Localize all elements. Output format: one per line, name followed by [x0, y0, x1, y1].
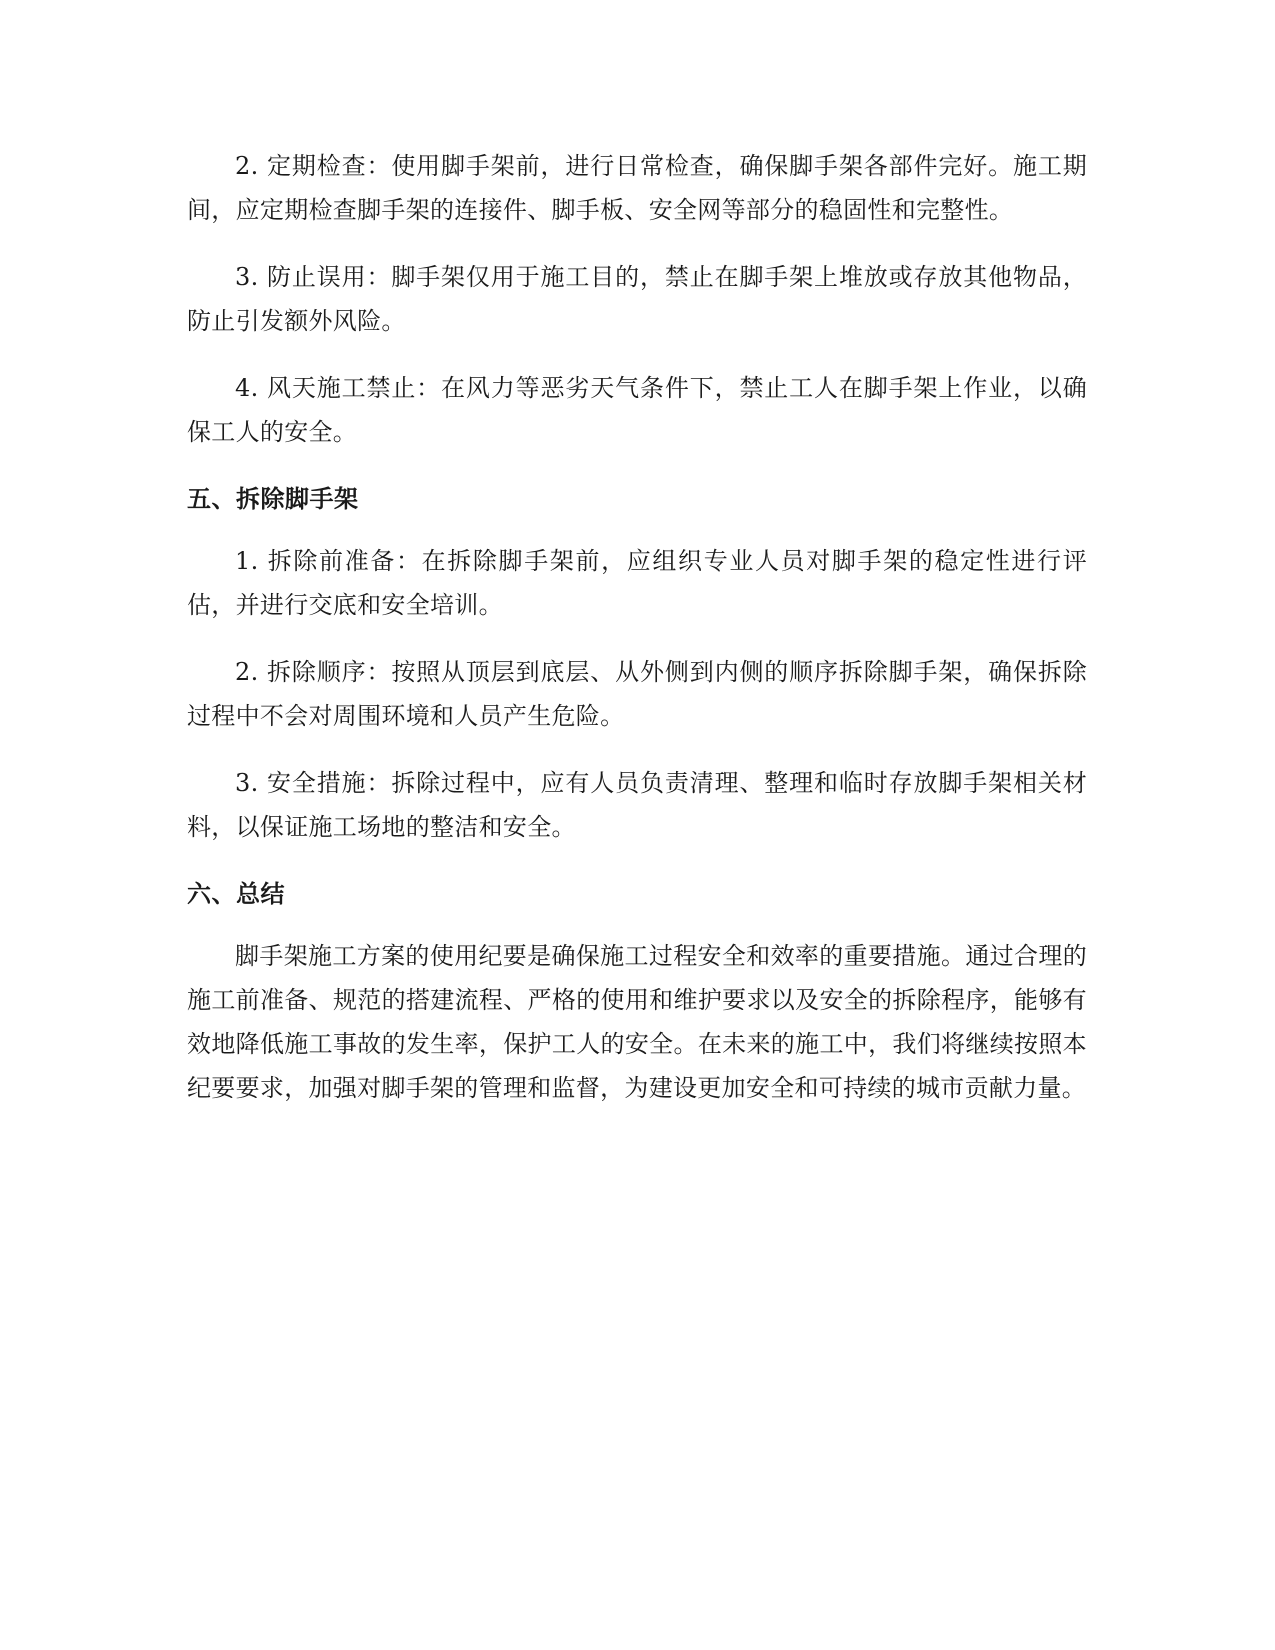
section-heading-summary: 六、总结	[187, 880, 285, 908]
section-heading-dismantle: 五、拆除脚手架	[187, 485, 359, 513]
summary-paragraph: 脚手架施工方案的使用纪要是确保施工过程安全和效率的重要措施。通过合理的施工前准备、规范的搭建流程、严格的使用和维护要求以及安全的拆除程序，能够有效地降低施工事故的发生率，保护工人的安全。在未来的施工中，我们将继续按照本纪要要求，加强对脚手架的管理和监督，为建设更加安全和可持续的城市贡献力量。	[187, 942, 1087, 1102]
dismantle-item-2: 2. 拆除顺序：按照从顶层到底层、从外侧到内侧的顺序拆除脚手架，确保拆除过程中不会对周围环境和人员产生危险。	[187, 658, 1087, 730]
dismantle-item-1: 1. 拆除前准备：在拆除脚手架前，应组织专业人员对脚手架的稳定性进行评估，并进行交底和安全培训。	[187, 547, 1087, 619]
document-body	[187, 144, 1087, 1133]
dismantle-item-3: 3. 安全措施：拆除过程中，应有人员负责清理、整理和临时存放脚手架相关材料，以保证施工场地的整洁和安全。	[187, 769, 1087, 841]
usage-item-2: 2. 定期检查：使用脚手架前，进行日常检查，确保脚手架各部件完好。施工期间，应定期检查脚手架的连接件、脚手板、安全网等部分的稳固性和完整性。	[187, 152, 1087, 224]
usage-item-3: 3. 防止误用：脚手架仅用于施工目的，禁止在脚手架上堆放或存放其他物品，防止引发额外风险。	[187, 263, 1087, 335]
usage-item-4: 4. 风天施工禁止：在风力等恶劣天气条件下，禁止工人在脚手架上作业，以确保工人的安全。	[187, 374, 1087, 446]
